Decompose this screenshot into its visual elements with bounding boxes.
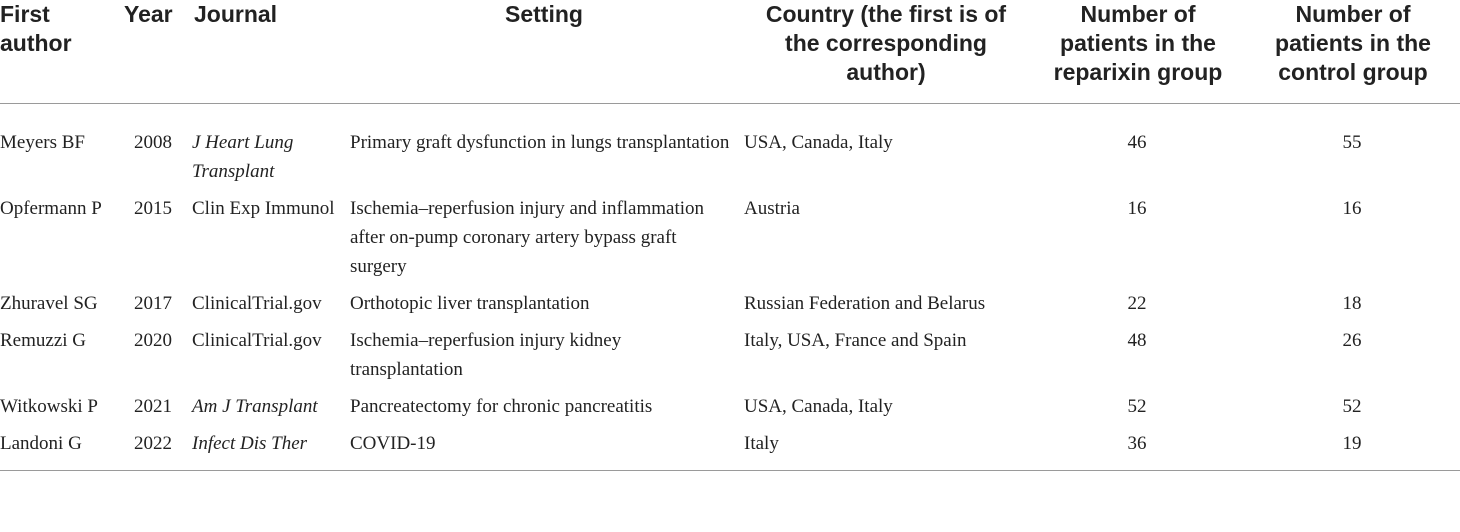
header-control-count: Number of patients in the control group <box>1244 0 1460 104</box>
cell-setting: Orthotopic liver transplantation <box>350 293 590 314</box>
cell-journal: Infect Dis Ther <box>188 421 346 471</box>
cell-reparixin-count: 36 <box>1030 421 1244 471</box>
table-row <box>0 104 1460 187</box>
table-row <box>0 186 1460 281</box>
cell-control-count: 26 <box>1342 330 1362 351</box>
cell-setting: Pancreatectomy for chronic pancreatitis <box>350 396 653 417</box>
table-row <box>0 421 1460 471</box>
header-journal: Journal <box>188 0 346 104</box>
table-row <box>0 318 1460 384</box>
cell-journal: Am J Transplant <box>192 396 318 417</box>
cell-country: USA, Canada, Italy <box>744 132 893 153</box>
cell-author: Remuzzi G <box>0 330 87 351</box>
cell-reparixin-count: 46 <box>1127 132 1147 153</box>
cell-reparixin-count: 16 <box>1127 198 1147 219</box>
cell-year: 2015 <box>134 198 172 219</box>
cell-country: Italy <box>740 421 1030 471</box>
header-first-author: First author <box>0 0 118 104</box>
cell-author: Meyers BF <box>0 132 85 153</box>
cell-control-count: 16 <box>1342 198 1362 219</box>
cell-journal: Clin Exp Immunol <box>192 198 335 219</box>
cell-reparixin-count: 52 <box>1127 396 1147 417</box>
cell-setting: COVID-19 <box>346 421 740 471</box>
cell-control-count: 52 <box>1342 396 1362 417</box>
cell-reparixin-count: 48 <box>1127 330 1147 351</box>
header-row <box>0 0 1460 104</box>
cell-setting: Ischemia–reperfusion injury and inflammation after on-pump coronary artery bypass graft surgery <box>350 198 705 277</box>
cell-author: Landoni G <box>0 421 118 471</box>
cell-control-count: 55 <box>1342 132 1362 153</box>
cell-control-count: 19 <box>1244 421 1460 471</box>
header-reparixin-count: Number of patients in the reparixin group <box>1030 0 1244 104</box>
cell-country: USA, Canada, Italy <box>744 396 893 417</box>
cell-year: 2022 <box>118 421 188 471</box>
cell-control-count: 18 <box>1342 293 1362 314</box>
cell-author: Opfermann P <box>0 198 102 219</box>
cell-year: 2017 <box>134 293 172 314</box>
cell-year: 2008 <box>134 132 172 153</box>
cell-year: 2021 <box>134 396 172 417</box>
table-header <box>0 0 1460 104</box>
cell-journal: ClinicalTrial.gov <box>192 293 322 314</box>
cell-setting: Ischemia–reperfusion injury kidney transplantation <box>350 330 622 380</box>
cell-author: Zhuravel SG <box>0 293 98 314</box>
cell-country: Italy, USA, France and Spain <box>744 330 967 351</box>
header-year: Year <box>118 0 188 104</box>
cell-year: 2020 <box>134 330 172 351</box>
cell-reparixin-count: 22 <box>1127 293 1147 314</box>
cell-setting: Primary graft dysfunction in lungs transplantation <box>350 132 730 153</box>
table-row <box>0 384 1460 421</box>
cell-journal: ClinicalTrial.gov <box>192 330 322 351</box>
cell-country: Austria <box>744 198 800 219</box>
table-body <box>0 104 1460 471</box>
header-setting: Setting <box>346 0 740 104</box>
cell-journal: J Heart Lung Transplant <box>192 132 294 182</box>
cell-author: Witkowski P <box>0 396 98 417</box>
cell-country: Russian Federation and Belarus <box>744 293 986 314</box>
header-country: Country (the first is of the corresponding author) <box>740 0 1030 104</box>
table-row <box>0 281 1460 318</box>
